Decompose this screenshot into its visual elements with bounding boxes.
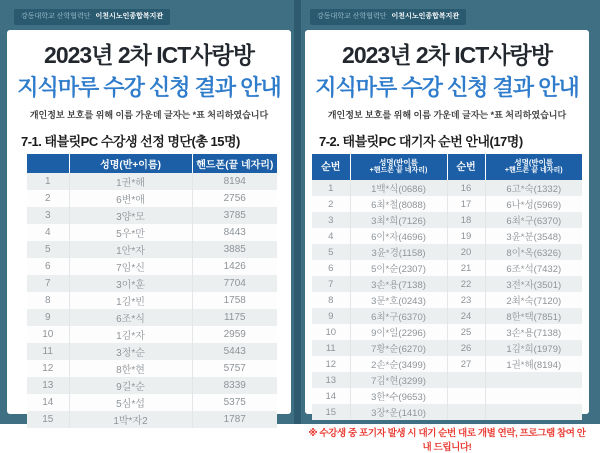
table-row (27, 394, 277, 411)
student-name: 5우*만 (69, 224, 192, 241)
table-row (312, 228, 582, 244)
phone-last4: 8443 (192, 224, 277, 241)
student-name: 9길*순 (69, 377, 192, 394)
table-header (27, 154, 277, 173)
waitlist-number: 18 (447, 212, 485, 228)
waitlist-table (312, 154, 582, 420)
table-row (27, 190, 277, 207)
table-row (27, 360, 277, 377)
waitlist-name-phone: 3최*희(7126) (350, 212, 447, 228)
waitlist-name-phone: 6나*성(5969) (485, 196, 582, 212)
org-badge-right (310, 9, 466, 25)
waitlist-number: 12 (325, 358, 337, 370)
student-name: 8한*현 (69, 360, 192, 377)
waitlist-number (447, 388, 485, 404)
waitlist-number: 4 (328, 230, 334, 242)
header-name-line2: +핸드폰 끝 네자리) (369, 167, 428, 175)
table-body (312, 180, 582, 420)
header-empty-cell (27, 154, 69, 173)
waitlist-name-phone: 6고*숙(1332) (485, 180, 582, 196)
waitlist-number: 26 (447, 340, 485, 356)
header-seq: 순번 (312, 154, 350, 180)
phone-last4: 3785 (192, 207, 277, 224)
waitlist-name-phone: 6조*석(7432) (485, 260, 582, 276)
header-name-phone (350, 154, 447, 180)
table-row (27, 207, 277, 224)
waitlist-name-phone: 3문*호(0243) (350, 292, 447, 308)
waitlist-number: 22 (447, 276, 485, 292)
page-title-line1: 2023년 2차 ICT사랑방 (342, 42, 552, 68)
waitlist-name-phone: 3윤*경(1158) (350, 244, 447, 260)
student-name: 3이*훈 (69, 275, 192, 292)
table-row (27, 275, 277, 292)
phone-last4: 8194 (192, 173, 277, 190)
phone-last4: 2959 (192, 326, 277, 343)
phone-last4: 7704 (192, 275, 277, 292)
waitlist-name-phone: 3장*운(1410) (350, 404, 447, 420)
waitlist-number: 17 (447, 196, 485, 212)
selected-students-table (27, 154, 277, 428)
row-number: 14 (42, 397, 54, 408)
panel-selected-students (7, 30, 291, 427)
panel-waitlist (305, 30, 589, 453)
section-title-waitlist: 7-2. 태블릿PC 대기자 순번 안내(17명) (319, 134, 523, 149)
student-name: 6조*식 (69, 309, 192, 326)
student-name: 1김*빈 (69, 292, 192, 309)
phone-last4: 8339 (192, 377, 277, 394)
waitlist-number: 23 (447, 292, 485, 308)
student-name: 3정*순 (69, 343, 192, 360)
page-title-line2: 지식마루 수강 신청 결과 안내 (315, 75, 579, 100)
waitlist-number: 5 (328, 246, 334, 258)
table-row (312, 276, 582, 292)
table-row (27, 224, 277, 241)
waitlist-number: 20 (447, 244, 485, 260)
waitlist-name-phone: 6최*구(6370) (350, 308, 447, 324)
table-row (312, 196, 582, 212)
table-row (27, 326, 277, 343)
waitlist-number: 19 (447, 228, 485, 244)
badge-org-text: 강동대학교 산학협력단 (21, 13, 91, 20)
header-seq: 순번 (447, 154, 485, 180)
waitlist-number: 2 (328, 198, 334, 210)
row-number: 4 (44, 227, 51, 238)
student-name: 7임*신 (69, 258, 192, 275)
waitlist-name-phone: 9이*일(2296) (350, 324, 447, 340)
header-name-line2: +핸드폰 끝 네자리) (504, 167, 563, 175)
student-name: 1안*자 (69, 241, 192, 258)
table-row (312, 356, 582, 372)
table-row (312, 260, 582, 276)
waitlist-number: 11 (325, 342, 336, 354)
table-row (312, 404, 582, 420)
waitlist-number: 15 (325, 406, 337, 418)
student-name: 1권*해 (69, 173, 192, 190)
row-number: 9 (44, 312, 51, 323)
waitlist-number (447, 404, 485, 420)
row-number: 2 (44, 193, 51, 204)
waitlist-name-phone: 1백*식(0686) (350, 180, 447, 196)
student-name: 1김*자 (69, 326, 192, 343)
header-phone: 핸드폰(끝 네자리) (192, 154, 277, 173)
badge-center-text: 이천시노인종합복지관 (95, 13, 164, 20)
waitlist-number: 13 (325, 374, 337, 386)
waitlist-name-phone: 3한*수(9653) (350, 388, 447, 404)
header-name-line1: 성명(반이름 (514, 158, 554, 168)
waitlist-name-phone: 3전*자(3501) (485, 276, 582, 292)
row-number: 15 (42, 414, 54, 425)
waitlist-name-phone: 6최*구(6370) (485, 212, 582, 228)
student-name: 5심*섭 (69, 394, 192, 411)
row-number: 13 (42, 380, 54, 391)
phone-last4: 1175 (192, 309, 277, 326)
phone-last4: 1787 (192, 411, 277, 428)
phone-last4: 2756 (192, 190, 277, 207)
table-row (27, 309, 277, 326)
dropout-notice: ※ 수강생 중 포기자 발생 시 대기 순번 대로 개별 연락, 프로그램 참여 안내 드립니다! (308, 428, 586, 453)
row-number: 3 (44, 210, 51, 221)
student-name: 3양*모 (69, 207, 192, 224)
waitlist-number: 6 (328, 262, 334, 274)
waitlist-number: 14 (325, 390, 337, 402)
table-row (27, 258, 277, 275)
table-row (27, 173, 277, 190)
phone-last4: 1758 (192, 292, 277, 309)
waitlist-name-phone: 1권*해(8194) (485, 356, 582, 372)
table-row (312, 388, 582, 404)
phone-last4: 1426 (192, 258, 277, 275)
waitlist-number: 7 (328, 278, 334, 290)
waitlist-name-phone: 5이*순(2307) (350, 260, 447, 276)
privacy-note: 개인정보 보호를 위해 이름 가운데 글자는 *표 처리하였습니다 (29, 110, 269, 120)
waitlist-name-phone: 2최*숙(7120) (485, 292, 582, 308)
badge-center-text: 이천시노인종합복지관 (391, 13, 460, 20)
page-title-line2: 지식마루 수강 신청 결과 안내 (17, 75, 281, 100)
student-name: 6변*애 (69, 190, 192, 207)
waitlist-name-phone: 7김*현(3299) (350, 372, 447, 388)
table-row (27, 411, 277, 428)
panel-divider (294, 0, 301, 424)
table-header (312, 154, 582, 180)
waitlist-name-phone: 8이*옥(6326) (485, 244, 582, 260)
section-title-selected: 7-1. 태블릿PC 수강생 선정 명단(총 15명) (21, 134, 240, 149)
waitlist-name-phone: 3손*용(7138) (485, 324, 582, 340)
waitlist-name-phone: 6이*자(4696) (350, 228, 447, 244)
header-name: 성명(반+이름) (69, 154, 192, 173)
table-row (312, 180, 582, 196)
table-row (312, 292, 582, 308)
row-number: 7 (44, 278, 51, 289)
org-badge-left (14, 9, 170, 25)
row-number: 10 (42, 329, 54, 340)
waitlist-name-phone: 3손*용(7138) (350, 276, 447, 292)
waitlist-number: 8 (328, 294, 334, 306)
table-row (27, 241, 277, 258)
table-row (312, 324, 582, 340)
table-row (312, 340, 582, 356)
waitlist-name-phone: 7황*순(6270) (350, 340, 447, 356)
waitlist-name-phone: 8한*택(7851) (485, 308, 582, 324)
phone-last4: 3885 (192, 241, 277, 258)
waitlist-number: 9 (328, 310, 334, 322)
waitlist-name-phone (485, 372, 582, 388)
phone-last4: 5757 (192, 360, 277, 377)
waitlist-number: 25 (447, 324, 485, 340)
phone-last4: 5443 (192, 343, 277, 360)
row-number: 6 (44, 261, 51, 272)
table-row (27, 292, 277, 309)
row-number: 11 (42, 346, 53, 357)
waitlist-name-phone: 3윤*분(3548) (485, 228, 582, 244)
header-name-phone (485, 154, 582, 180)
page-title-line1: 2023년 2차 ICT사랑방 (44, 42, 254, 68)
table-row (27, 377, 277, 394)
header-name-line1: 성명(반이름 (379, 158, 418, 168)
table-body (27, 173, 277, 428)
waitlist-name-phone (485, 388, 582, 404)
waitlist-name-phone: 2손*순(3499) (350, 356, 447, 372)
waitlist-number: 10 (325, 326, 337, 338)
waitlist-number: 16 (447, 180, 485, 196)
row-number: 8 (44, 295, 51, 306)
waitlist-number (447, 372, 485, 388)
student-name: 1박*자2 (69, 411, 192, 428)
row-number: 5 (44, 244, 51, 255)
table-row (27, 343, 277, 360)
waitlist-name-phone: 6최*철(8088) (350, 196, 447, 212)
table-row (312, 308, 582, 324)
table-row (312, 244, 582, 260)
waitlist-number: 21 (447, 260, 485, 276)
privacy-note: 개인정보 보호를 위해 이름 가운데 글자는 *표 처리하였습니다 (327, 110, 567, 120)
row-number: 12 (42, 363, 54, 374)
waitlist-number: 27 (447, 356, 485, 372)
table-row (312, 372, 582, 388)
waitlist-number: 3 (328, 214, 334, 226)
waitlist-name-phone (485, 404, 582, 420)
row-number: 1 (44, 176, 51, 187)
table-row (312, 212, 582, 228)
phone-last4: 5375 (192, 394, 277, 411)
waitlist-number: 24 (447, 308, 485, 324)
waitlist-name-phone: 1김*희(1979) (485, 340, 582, 356)
waitlist-number: 1 (328, 182, 334, 194)
badge-org-text: 강동대학교 산학협력단 (317, 13, 387, 20)
